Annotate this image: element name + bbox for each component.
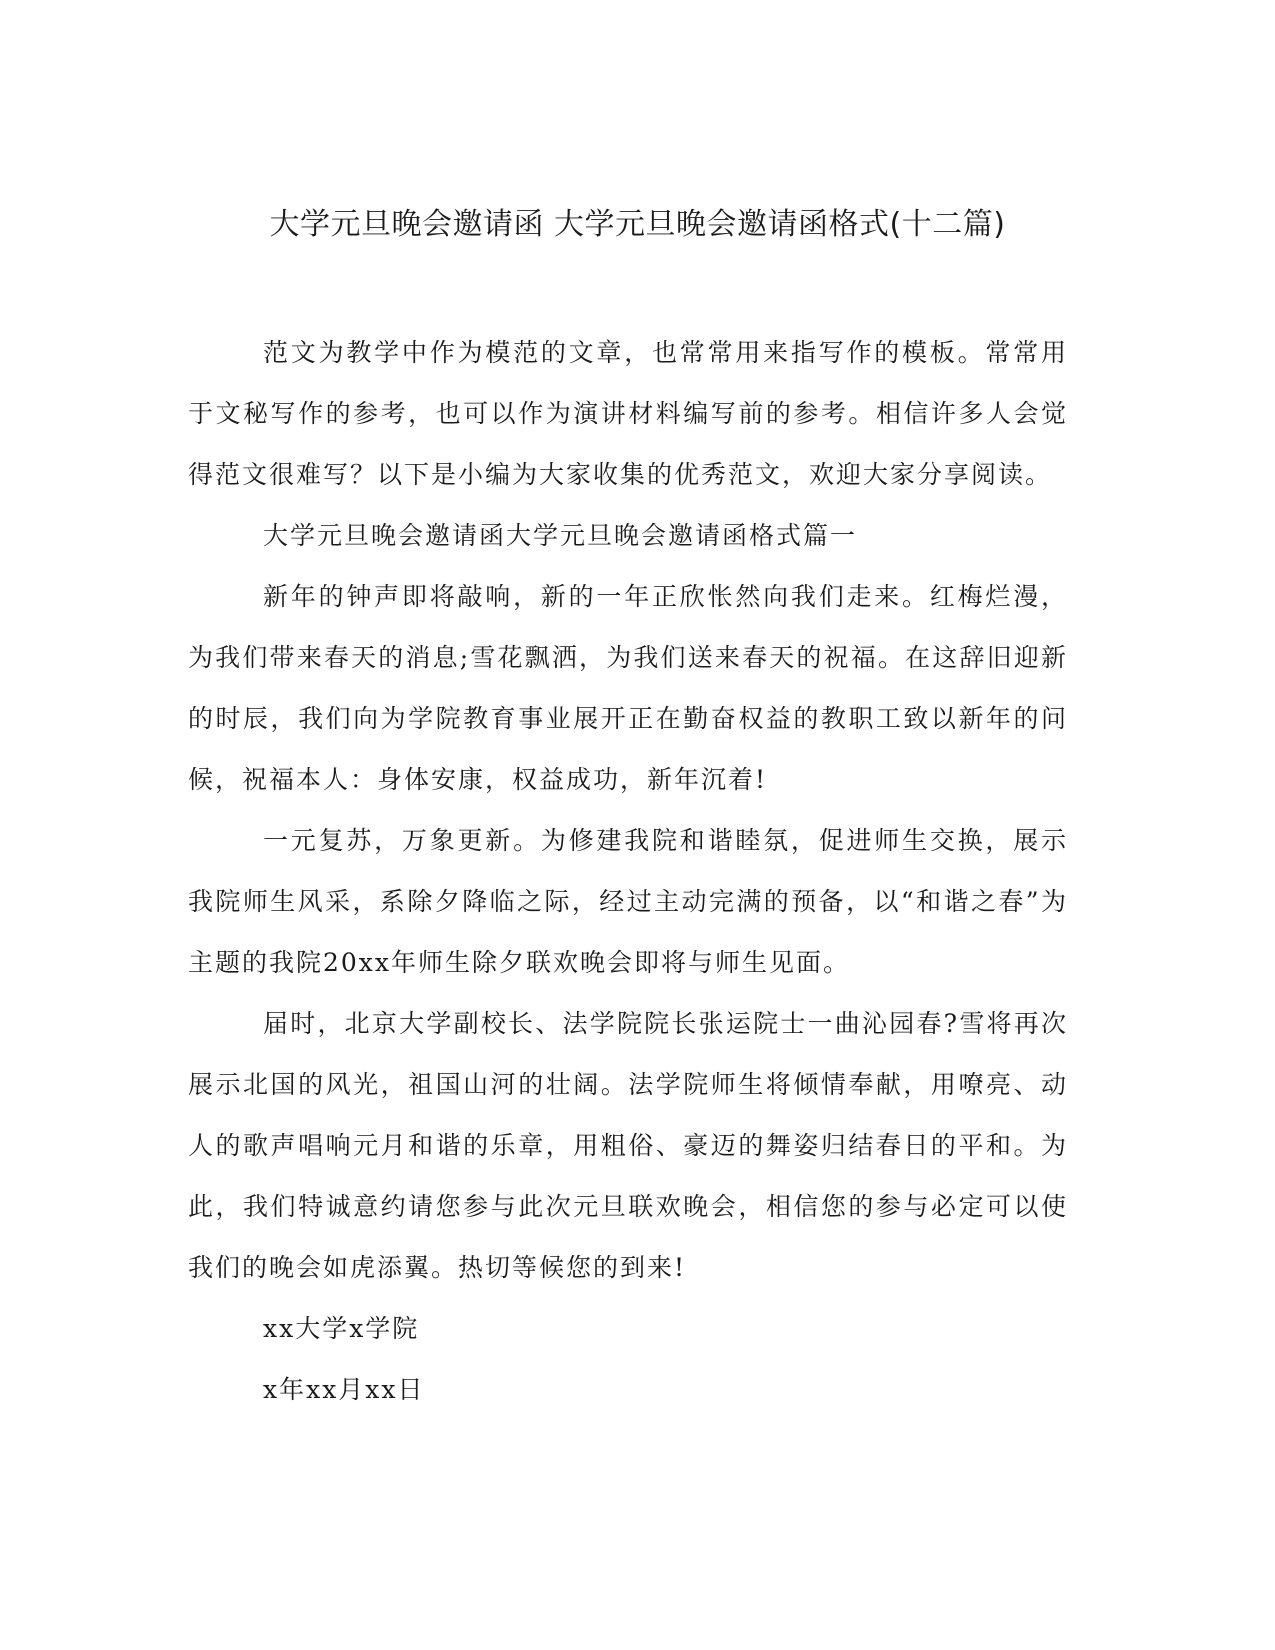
section-heading: 大学元旦晚会邀请函大学元旦晚会邀请函格式篇一: [263, 521, 858, 550]
paragraph-intro: 范文为教学中作为模范的文章，也常常用来指写作的模板。常常用于文秘写作的参考，也可以作为演讲材料编写前的参考。相信许多人会觉得范文很难写？以下是小编为大家收集的优秀范文，欢迎大家分享阅读。: [188, 338, 1068, 489]
signature-org: xx大学x学院: [263, 1314, 420, 1343]
paragraph-event: 一元复苏，万象更新。为修建我院和谐睦氛，促进师生交换，展示我院师生风采，系除夕降临之际，经过主动完满的预备，以“和谐之春”为主题的我院20xx年师生除夕联欢晚会即将与师生见面。: [188, 826, 1068, 977]
paragraph-invitation: 届时，北京大学副校长、法学院院长张运院士一曲沁园春?雪将再次展示北国的风光，祖国山河的壮阔。法学院师生将倾情奉献，用嘹亮、动人的歌声唱响元月和谐的乐章，用粗俗、豪迈的舞姿归结春日的平和。为此，我们特诚意约请您参与此次元旦联欢晚会，相信您的参与必定可以使我们的晚会如虎添翼。热切等候您的到来!: [188, 1009, 1068, 1282]
document-title: 大学元旦晚会邀请函 大学元旦晚会邀请函格式(十二篇): [269, 207, 1006, 242]
document-body: [188, 322, 1068, 1420]
paragraph-greeting: 新年的钟声即将敲响，新的一年正欣怅然向我们走来。红梅烂漫，为我们带来春天的消息;雪花飘洒，为我们送来春天的祝福。在这辞旧迎新的时辰，我们向为学院教育事业展开正在勤奋权益的教职工致以新年的问候，祝福本人：身体安康，权益成功，新年沉着!: [188, 582, 1068, 794]
signature-date: x年xx月xx日: [263, 1375, 425, 1404]
